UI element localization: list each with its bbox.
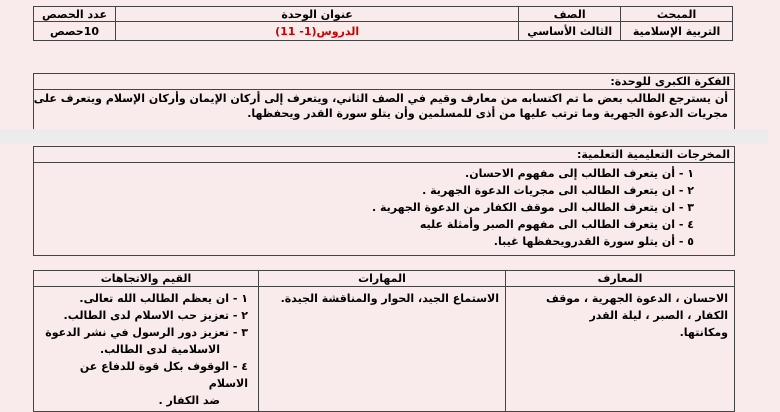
values-line: ٣ - تعزيز دور الرسول في نشر الدعوة (45, 326, 248, 339)
knowledge-column (506, 271, 734, 411)
knowledge-skills-values-table (33, 270, 735, 412)
sessions-value: 10حصص (34, 22, 116, 41)
unit-info-table (33, 6, 733, 41)
skills-column (258, 271, 506, 411)
outcome-item: ٣ - ان يتعرف الطالب الى موقف الكفار من الدعوة الجهرية . (371, 201, 694, 214)
big-idea-box (33, 73, 735, 131)
outcome-item: ١ - أن يتعرف الطالب إلى مفهوم الاحسان. (465, 167, 694, 180)
knowledge-header: المعارف (506, 271, 734, 287)
grade-header: الصف (519, 7, 621, 22)
outcome-item: ٤ - ان يتعرف الطالب الى مفهوم الصبر وأمثلة عليه (419, 218, 694, 231)
sessions-header: عدد الحصص (34, 7, 116, 22)
big-idea-line-1: أن يسترجع الطالب بعض ما تم اكتسابه من معارف وقيم في الصف الثاني، ويتعرف إلى أركان الإيمان وأركان الإسلام ويتعرف على (33, 92, 728, 105)
outcome-item: ٢ - ان يتعرف الطالب الى مجريات الدعوة الجهرية . (422, 184, 694, 197)
outcome-item: ٥ - أن يتلو سورة القدرويحفظها غيبا. (493, 235, 694, 248)
subject-value: التربية الإسلامية (621, 22, 733, 41)
unit-title-value: الدروس(1- 11) (115, 22, 518, 41)
knowledge-line: الكفار ، الصبر ، ليلة القدر (589, 309, 728, 322)
values-line: ٤ - الوقوف بكل قوة للدفاع عن الاسلام (79, 360, 248, 390)
knowledge-line: الاحسان ، الدعوة الجهرية ، موقف (545, 292, 728, 305)
learning-outcomes-title: المخرجات التعليمية التعلمية: (34, 147, 734, 163)
skills-header: المهارات (259, 271, 505, 287)
big-idea-line-2: مجريات الدعوة الجهرية وما ترتب عليها من أذى للمسلمين وأن يتلو سورة القدر ويحفظها. (247, 107, 728, 120)
values-header: القيم والاتجاهات (34, 271, 258, 287)
knowledge-line: ومكانتها. (679, 326, 728, 339)
values-line: ضد الكفار . (158, 394, 220, 407)
values-line: ٢ - تعزيز حب الاسلام لدى الطالب. (63, 309, 248, 322)
values-column (34, 271, 258, 411)
grade-value: الثالث الأساسي (519, 22, 621, 41)
values-line: الاسلامية لدى الطالب. (99, 343, 220, 356)
learning-outcomes-box (33, 146, 735, 256)
skills-line: الاستماع الجيد، الحوار والمناقشة الجيدة. (280, 292, 499, 305)
subject-header: المبحث (621, 7, 733, 22)
big-idea-title: الفكرة الكبرى للوحدة: (34, 74, 734, 90)
unit-title-header: عنوان الوحدة (115, 7, 518, 22)
separator-strip (0, 129, 768, 144)
values-line: ١ - ان يعظم الطالب الله تعالى. (79, 292, 248, 305)
